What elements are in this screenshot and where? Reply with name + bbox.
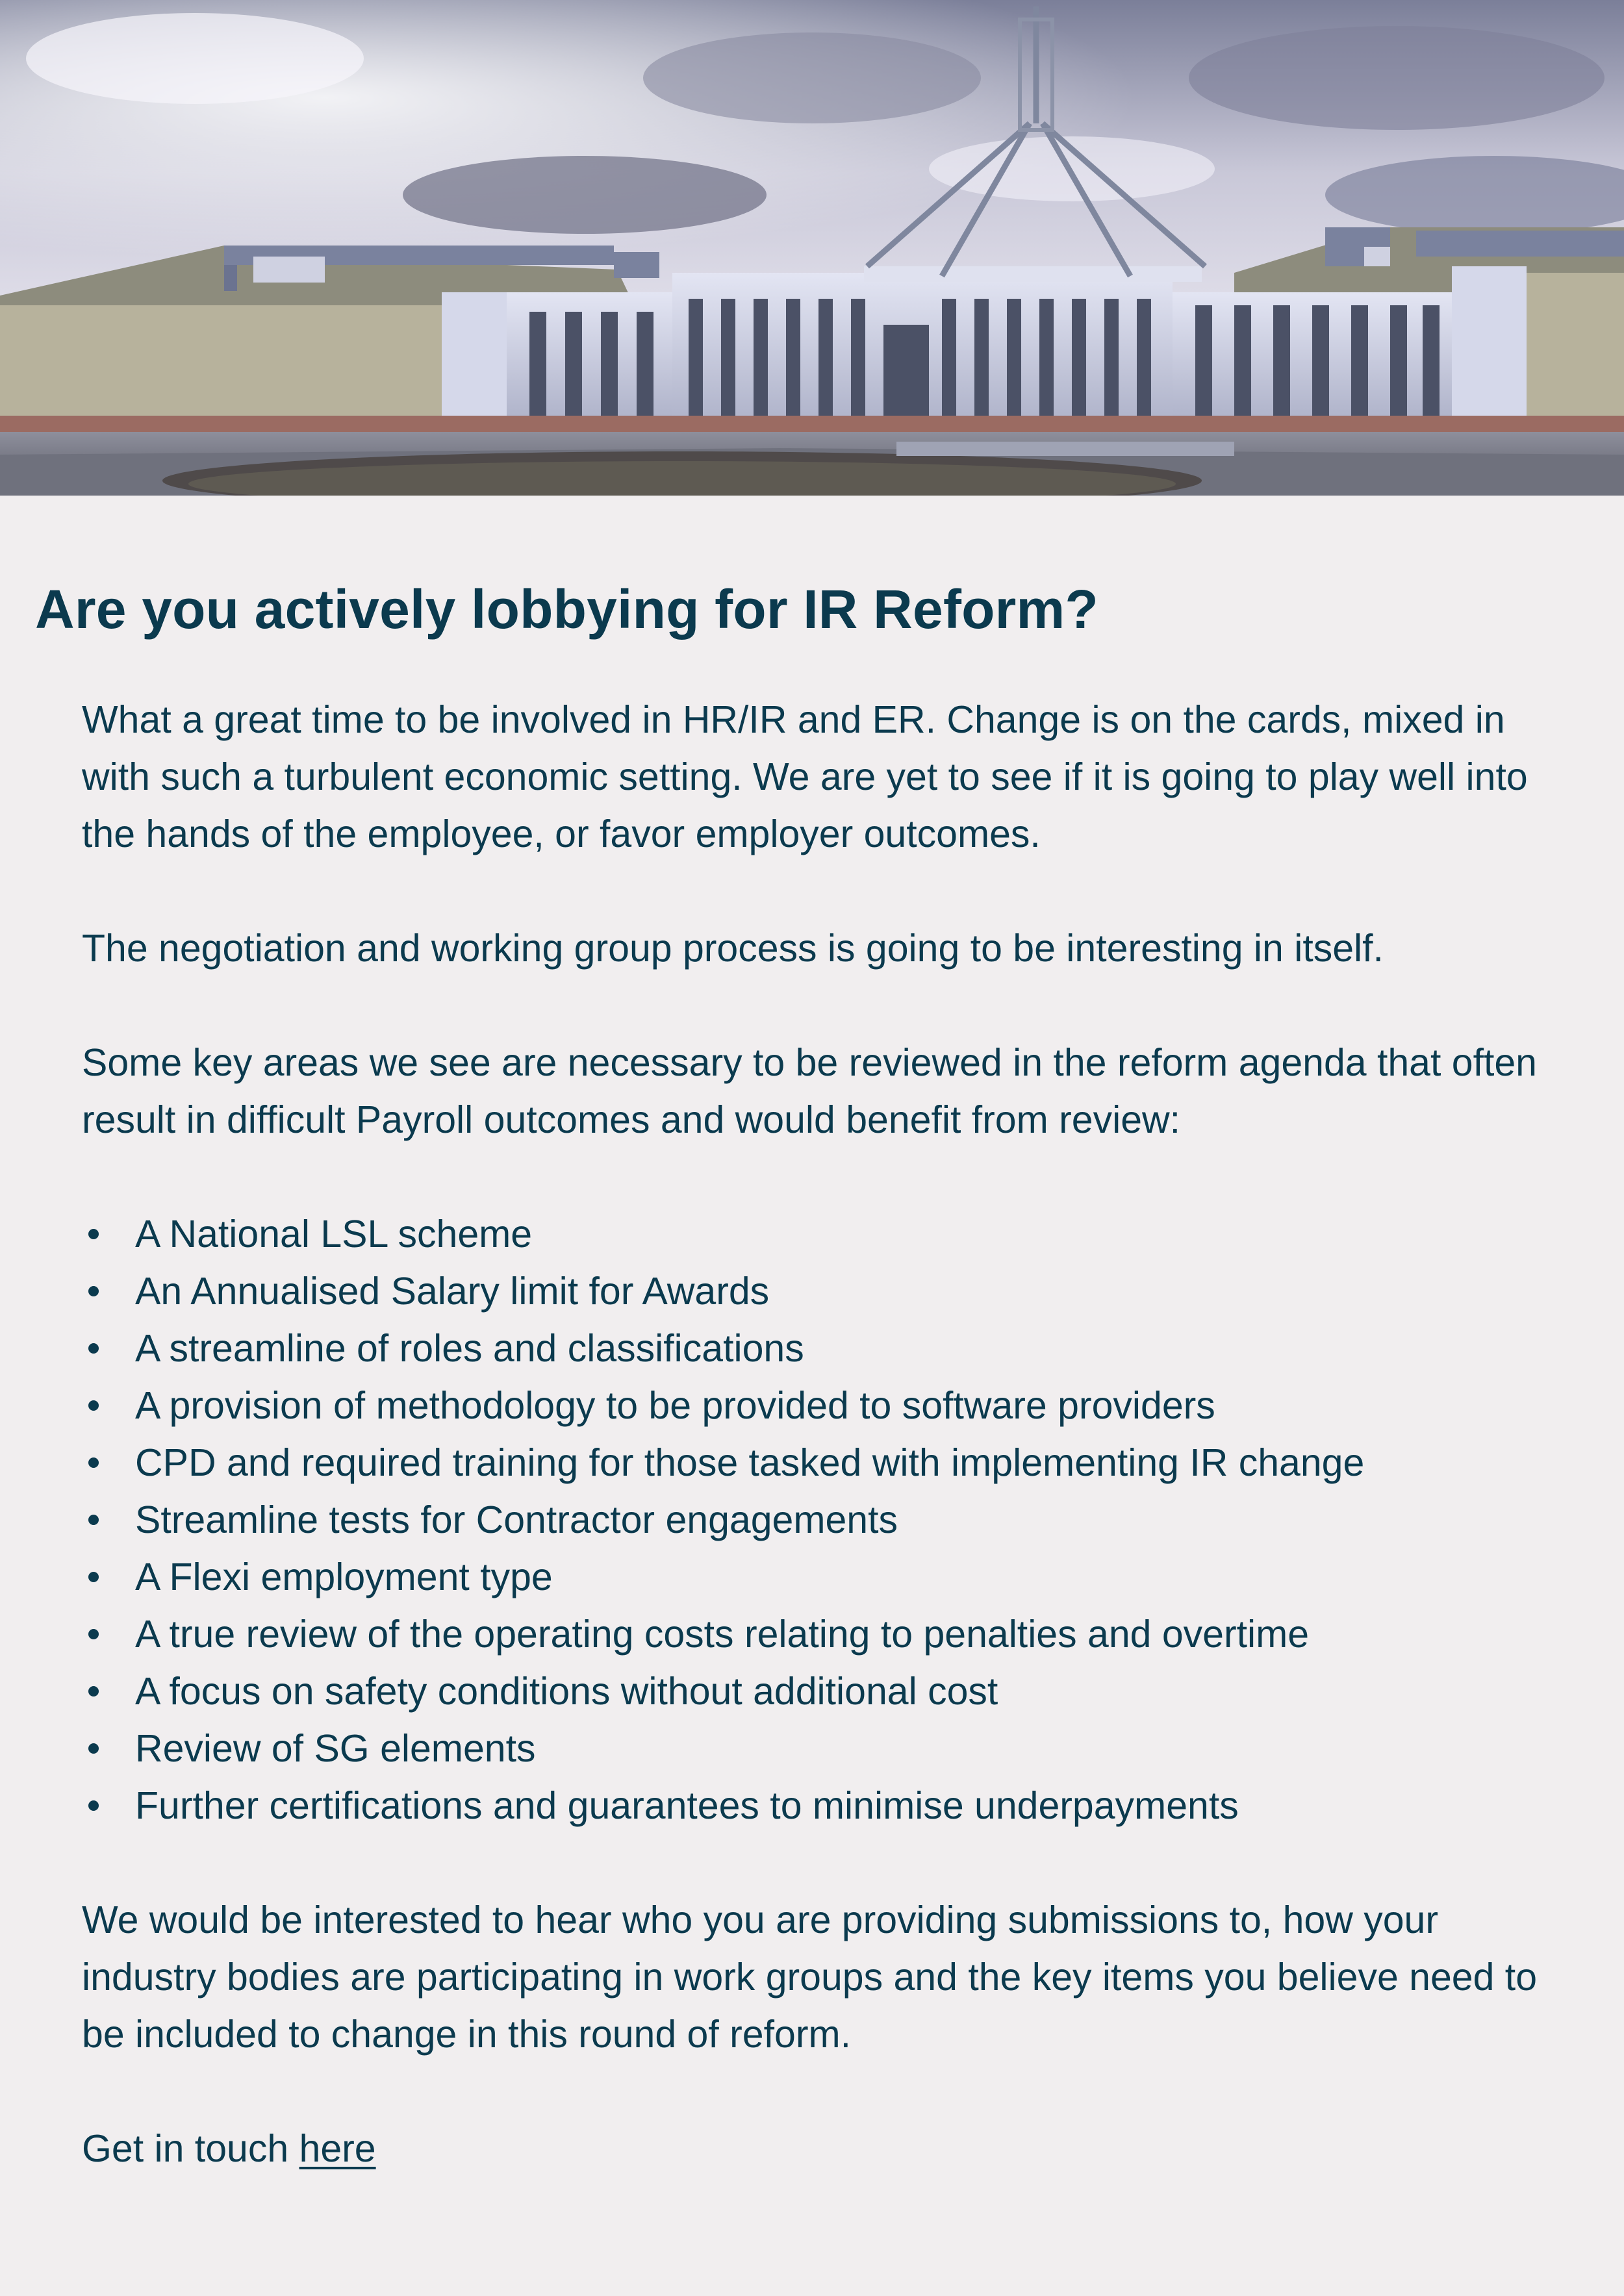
- bullet-icon: [88, 1800, 99, 1811]
- spacer: [82, 2063, 1576, 2120]
- cta-text: Get in touch: [82, 2127, 299, 2170]
- spacer: [82, 977, 1576, 1034]
- list-item-text: A National LSL scheme: [135, 1213, 533, 1255]
- list-item-text: A true review of the operating costs relating to penalties and overtime: [135, 1613, 1310, 1656]
- bullet-icon: [88, 1629, 99, 1639]
- bullet-icon: [88, 1686, 99, 1697]
- bullet-icon: [88, 1743, 99, 1754]
- list-item-text: Further certifications and guarantees to minimise underpayments: [135, 1784, 1239, 1827]
- hero-image: [0, 0, 1624, 496]
- bullet-icon: [88, 1457, 99, 1468]
- spacer: [82, 1834, 1576, 1891]
- list-item: [82, 1320, 1576, 1377]
- spacer: [82, 1148, 1576, 1205]
- list-item-text: A provision of methodology to be provided to software providers: [135, 1384, 1215, 1427]
- bullet-icon: [88, 1400, 99, 1411]
- list-item: [82, 1377, 1576, 1434]
- spacer: [82, 863, 1576, 920]
- list-item-text: A Flexi employment type: [135, 1556, 553, 1598]
- list-item-text: Streamline tests for Contractor engagements: [135, 1498, 898, 1541]
- get-in-touch-link[interactable]: here: [299, 2127, 376, 2170]
- reform-items-list: [82, 1205, 1576, 1834]
- list-item: [82, 1777, 1576, 1834]
- page-title: Are you actively lobbying for IR Reform?: [35, 579, 1098, 640]
- list-item: [82, 1205, 1576, 1263]
- list-item-text: Review of SG elements: [135, 1727, 536, 1770]
- list-item-text: CPD and required training for those tasked with implementing IR change: [135, 1441, 1365, 1484]
- bullet-icon: [88, 1343, 99, 1354]
- list-item-text: A streamline of roles and classifications: [135, 1327, 804, 1370]
- bullet-icon: [88, 1515, 99, 1525]
- cta-line: [82, 2120, 1576, 2177]
- bullet-icon: [88, 1286, 99, 1296]
- bullet-icon: [88, 1229, 99, 1239]
- list-item-text: A focus on safety conditions without additional cost: [135, 1670, 998, 1713]
- closing-paragraph: We would be interested to hear who you are providing submissions to, how your industry bodies are participating in work groups and the key items you believe need to be included to change in this round of reform.: [82, 1899, 1538, 2056]
- list-item-text: An Annualised Salary limit for Awards: [135, 1270, 770, 1313]
- article-body: [82, 691, 1576, 2177]
- bullet-icon: [88, 1572, 99, 1582]
- key-areas-paragraph: Some key areas we see are necessary to be reviewed in the reform agenda that often result in difficult Payroll outcomes and would benefit from review:: [82, 1041, 1537, 1141]
- list-item: [82, 1606, 1576, 1663]
- list-item: [82, 1434, 1576, 1491]
- list-item: [82, 1720, 1576, 1777]
- list-item: [82, 1663, 1576, 1720]
- intro-paragraph: What a great time to be involved in HR/IR and ER. Change is on the cards, mixed in with such a turbulent economic setting. We are yet to see if it is going to play well into the hands of the employee, or favor employer outcomes.: [82, 698, 1528, 855]
- process-paragraph: The negotiation and working group process is going to be interesting in itself.: [82, 927, 1384, 970]
- list-item: [82, 1263, 1576, 1320]
- list-item: [82, 1491, 1576, 1548]
- list-item: [82, 1548, 1576, 1606]
